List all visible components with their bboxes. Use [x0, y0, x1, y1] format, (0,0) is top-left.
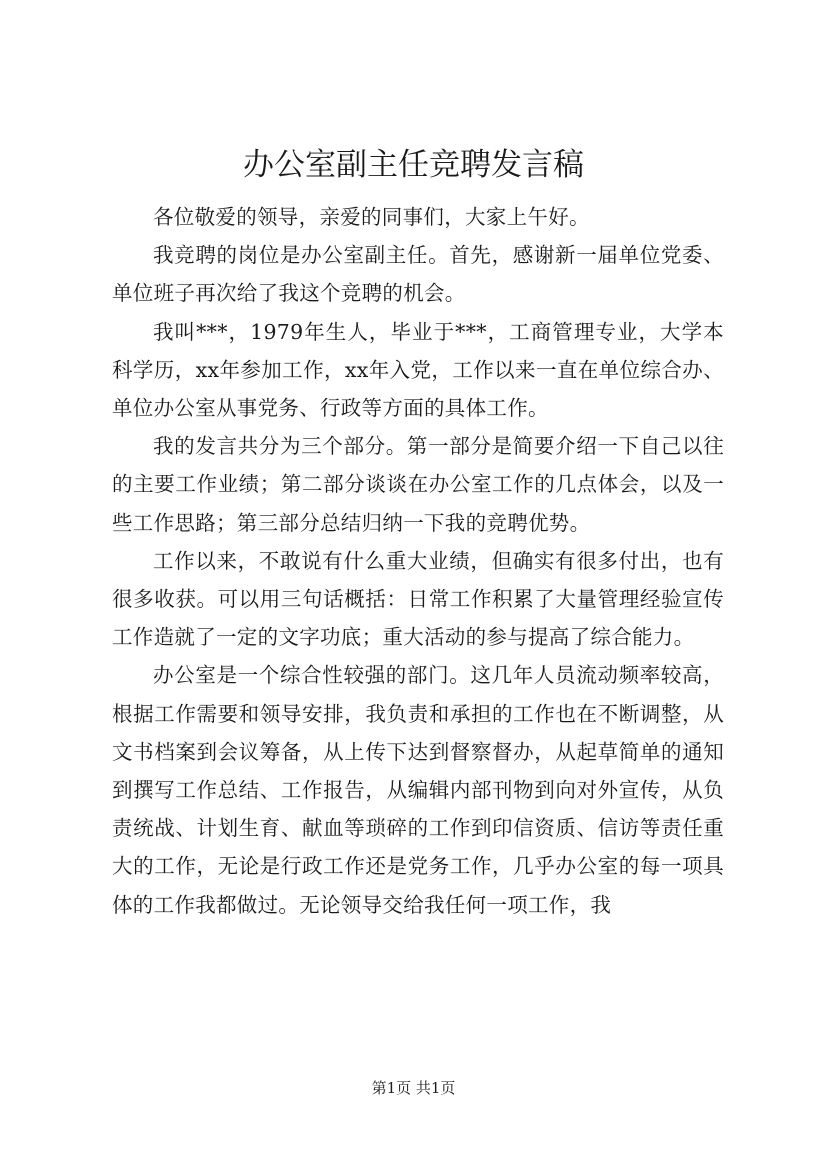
- paragraph-office-work: 办公室是一个综合性较强的部门。这几年人员流动频率较高，根据工作需要和领导安排，我负责和承担的工作也在不断调整，从文书档案到会议筹备，从上传下达到督察督办，从起草简单的通知到撰写工作总结、工作报告，从编辑内部刊物到向对外宣传，从负责统战、计划生育、献血等琐碎的工作到印信资质、信访等责任重大的工作，无论是行政工作还是党务工作，几乎办公室的每一项具体的工作我都做过。无论领导交给我任何一项工作，我: [112, 663, 724, 917]
- document-title: 办公室副主任竞聘发言稿: [243, 147, 584, 183]
- page-number-footer: 第1页 共1页: [371, 1079, 456, 1097]
- paragraph-outline: 我的发言共分为三个部分。第一部分是简要介绍一下自己以往的主要工作业绩；第二部分谈谈在办公室工作的几点体会，以及一些工作思路；第三部分总结归纳一下我的竞聘优势。: [112, 434, 724, 535]
- document-body: [112, 198, 724, 924]
- paragraph-introduction: 我叫***，1979年生人，毕业于***，工商管理专业，大学本科学历，xx年参加工作，xx年入党，工作以来一直在单位综合办、单位办公室从事党务、行政等方面的具体工作。: [112, 319, 724, 421]
- paragraph-greeting: 各位敬爱的领导，亲爱的同事们，大家上午好。: [153, 205, 590, 229]
- paragraph-achievements: 工作以来，不敢说有什么重大业绩，但确实有很多付出，也有很多收获。可以用三句话概括：日常工作积累了大量管理经验宣传工作造就了一定的文字功底；重大活动的参与提高了综合能力。: [112, 548, 724, 650]
- paragraph-position: 我竞聘的岗位是办公室副主任。首先，感谢新一届单位党委、单位班子再次给了我这个竞聘的机会。: [112, 243, 724, 306]
